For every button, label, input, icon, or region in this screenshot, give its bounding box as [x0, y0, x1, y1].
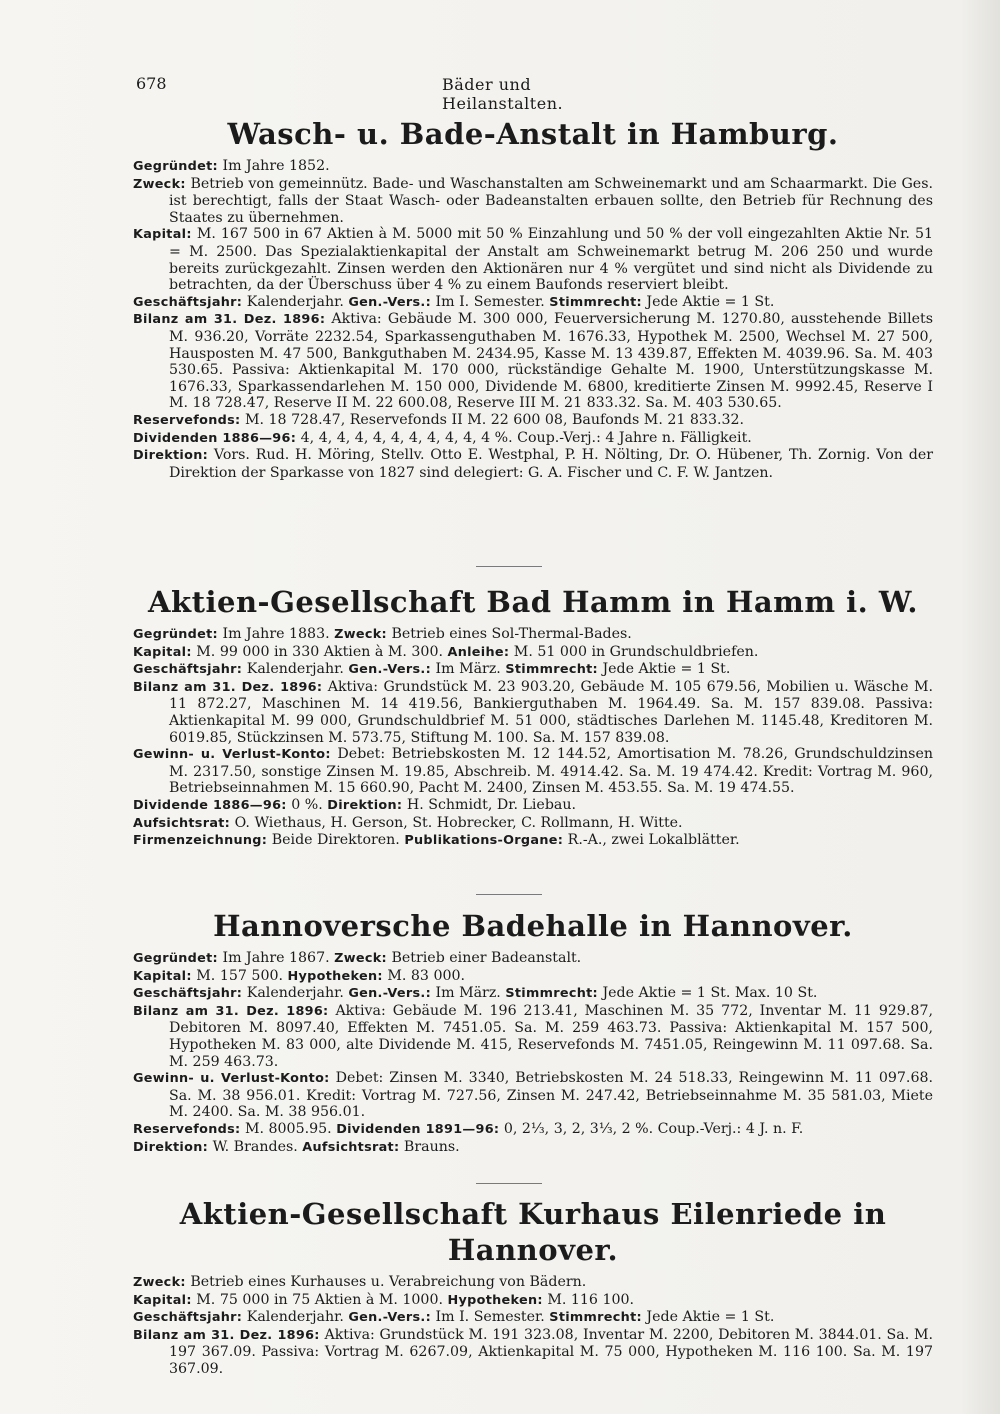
entry-gewinn-verlust: Gewinn- u. Verlust-Konto: Debet: Zinsen M. 3340, Betriebskosten M. 24 518.33, Reingewinn M. 11 097.68. Sa. M. 38 956.01. Kredit: Vortrag M. 727.56, Zinsen M. 247.42, Betriebseinnahme M. 35 581.03, Miete M. 2400. Sa. M. 38 956.01.	[133, 1070, 934, 1121]
entry-bilanz: Bilanz am 31. Dez. 1896: Aktiva: Gebäude M. 300 000, Feuerversicherung M. 1270.80, ausstehende Billets M. 936.20, Vorräte 2232.54, Sparkassenguthaben M. 1676.33, Hypothek M. 2500, Wechsel M. 27 500, Hausposten M. 47 500, Bankguthaben M. 2434.95, Kasse M. 13 439.87, Effekten M. 4039.96. Sa. M. 403 530.65. Passiva: Aktienkapital M. 170 000, rückständige Gehalte M. 1900, Unterstützungskasse M. 1676.33, Sparkassendarlehen M. 150 000, Dividende M. 6800, kreditierte Zinsen M. 9992.45, Reserve I M. 18 728.47, Reserve II M. 22 600.08, Reserve III M. 21 833.32. Sa. M. 403 530.65.	[133, 311, 933, 412]
section-divider	[476, 1183, 542, 1184]
entry-direktion: Direktion: W. Brandes. Aufsichtsrat: Brauns.	[133, 1138, 460, 1155]
entry-firmenzeichnung: Firmenzeichnung: Beide Direktoren. Publikations-Organe: R.-A., zwei Lokalblätter.	[133, 832, 740, 849]
entry-kapital: Kapital: M. 99 000 in 330 Aktien à M. 300. Anleihe: M. 51 000 in Grundschuldbriefen.	[133, 643, 759, 660]
entry-zweck: Zweck: Betrieb eines Kurhauses u. Verabreichung von Bädern.	[133, 1274, 587, 1290]
section-divider	[476, 566, 542, 567]
entry-zweck: Zweck: Betrieb von gemeinnütz. Bade- und Waschanstalten am Schweinemarkt und am Schaarmarkt. Die Ges. ist berechtigt, falls der Staat Wasch- oder Badeanstalten erbauen sollte, den Betrieb für Rechnung des Staates zu übernehmen.	[133, 175, 933, 226]
entry-bilanz: Bilanz am 31. Dez. 1896: Aktiva: Grundstück M. 191 323.08, Inventar M. 2200, Debitoren M. 3844.01. Sa. M. 197 367.09. Passiva: Vortrag M. 6267.09, Aktienkapital M. 75 000, Hypotheken M. 116 100. Sa. M. 197 367.09.	[133, 1326, 933, 1377]
section-wasch-bade-anstalt-hamburg	[133, 116, 933, 481]
section-bad-hamm	[133, 584, 933, 850]
section-title: Aktien-Gesellschaft Kurhaus Eilenriede in Hannover.	[179, 1197, 887, 1267]
entry-gegruendet: Gegründet: Im Jahre 1883. Zweck: Betrieb eines Sol-Thermal-Bades.	[133, 626, 632, 642]
section-title: Aktien-Gesellschaft Bad Hamm in Hamm i. W.	[148, 585, 918, 619]
entry-aufsichtsrat: Aufsichtsrat: O. Wiethaus, H. Gerson, St. Hobrecker, C. Rollmann, H. Witte.	[133, 814, 683, 831]
entry-gewinn-verlust: Gewinn- u. Verlust-Konto: Debet: Betriebskosten M. 12 144.52, Amortisation M. 78.26, Grundschuldzinsen M. 2317.50, sonstige Zinsen M. 19.85, Abschreib. M. 4914.42. Sa. M. 19 474.42. Kredit: Vortrag M. 960, Betriebseinnahmen M. 15 660.90, Pacht M. 2400, Zinsen M. 453.55. Sa. M. 19 474.55.	[133, 746, 933, 797]
entry-dividenden: Dividenden 1886—96: 4, 4, 4, 4, 4, 4, 4, 4, 4, 4, 4 %. Coup.-Verj.: 4 Jahre n. Fälligkeit.	[133, 429, 752, 446]
entry-bilanz: Bilanz am 31. Dez. 1896: Aktiva: Grundstück M. 23 903.20, Gebäude M. 105 679.56, Mobilien u. Wäsche M. 11 872.27, Maschinen M. 14 419.56, Bankierguthaben M. 1964.49. Sa. M. 157 839.08. Passiva: Aktienkapital M. 99 000, Grundschuldbrief M. 51 000, städtisches Darlehen M. 1145.48, Kreditoren M. 6019.85, Stückzinsen M. 573.75, Stiftung M. 100. Sa. M. 157 839.08.	[133, 678, 933, 746]
section-kurhaus-eilenriede	[133, 1196, 933, 1378]
entry-reservefonds: Reservefonds: M. 8005.95. Dividenden 1891—96: 0, 2⅓, 3, 2, 3⅓, 2 %. Coup.-Verj.: 4 J. n. F.	[133, 1120, 804, 1137]
entry-bilanz: Bilanz am 31. Dez. 1896: Aktiva: Gebäude M. 196 213.41, Maschinen M. 35 772, Inventar M. 11 929.87, Debitoren M. 8097.40, Effekten M. 7451.05. Sa. M. 259 463.73. Passiva: Aktienkapital M. 157 500, Hypotheken M. 83 000, alte Dividende M. 415, Reservefonds M. 7451.05, Reingewinn M. 11 097.68. Sa. M. 259 463.73.	[133, 1002, 933, 1070]
entry-kapital: Kapital: M. 157 500. Hypotheken: M. 83 000.	[133, 967, 466, 984]
entry-dividende: Dividende 1886—96: 0 %. Direktion: H. Schmidt, Dr. Liebau.	[133, 796, 577, 813]
entry-reservefonds: Reservefonds: M. 18 728.47, Reservefonds II M. 22 600 08, Baufonds M. 21 833.32.	[133, 411, 745, 428]
running-title: Bäder und Heilanstalten.	[442, 75, 564, 113]
entry-geschaeftsjahr: Geschäftsjahr: Kalenderjahr. Gen.-Vers.: Im März. Stimmrecht: Jede Aktie = 1 St.	[133, 661, 731, 678]
entry-geschaeftsjahr: Geschäftsjahr: Kalenderjahr. Gen.-Vers.: Im März. Stimmrecht: Jede Aktie = 1 St. Max. 10 St.	[133, 985, 818, 1002]
page-number: 678	[136, 74, 167, 93]
entry-gegruendet: Gegründet: Im Jahre 1867. Zweck: Betrieb einer Badeanstalt.	[133, 950, 582, 966]
entry-gegruendet: Gegründet: Im Jahre 1852.	[133, 158, 330, 174]
page-header	[136, 74, 656, 113]
entry-geschaeftsjahr: Geschäftsjahr: Kalenderjahr. Gen.-Vers.: Im I. Semester. Stimmrecht: Jede Aktie = 1 St.	[133, 1309, 775, 1326]
entry-geschaeftsjahr: Geschäftsjahr: Kalenderjahr. Gen.-Vers.: Im I. Semester. Stimmrecht: Jede Aktie = 1 St.	[133, 293, 775, 310]
section-title: Wasch- u. Bade-Anstalt in Hamburg.	[227, 117, 839, 151]
entry-kapital: Kapital: M. 75 000 in 75 Aktien à M. 1000. Hypotheken: M. 116 100.	[133, 1291, 635, 1308]
section-hannoversche-badehalle	[133, 908, 933, 1156]
entry-kapital: Kapital: M. 167 500 in 67 Aktien à M. 5000 mit 50 % Einzahlung und 50 % der voll eingezahlten Aktie Nr. 51 = M. 2500. Das Spezialaktienkapital der Anstalt am Schweinemarkt betrug M. 206 250 und wurde bereits zurückgezahlt. Zinsen werden den Aktionären nur 4 % vergütet und sind nicht als Dividende zu betrachten, da der Überschuss über 4 % zu einem Baufonds reserviert bleibt.	[133, 226, 933, 294]
section-divider	[476, 894, 542, 895]
entry-direktion: Direktion: Vors. Rud. H. Möring, Stellv. Otto E. Westphal, P. H. Nölting, Dr. O. Hübener, Th. Zornig. Von der Direktion der Sparkasse von 1827 sind delegiert: G. A. Fischer und C. F. W. Jantzen.	[133, 447, 933, 481]
section-title: Hannoversche Badehalle in Hannover.	[213, 909, 853, 943]
